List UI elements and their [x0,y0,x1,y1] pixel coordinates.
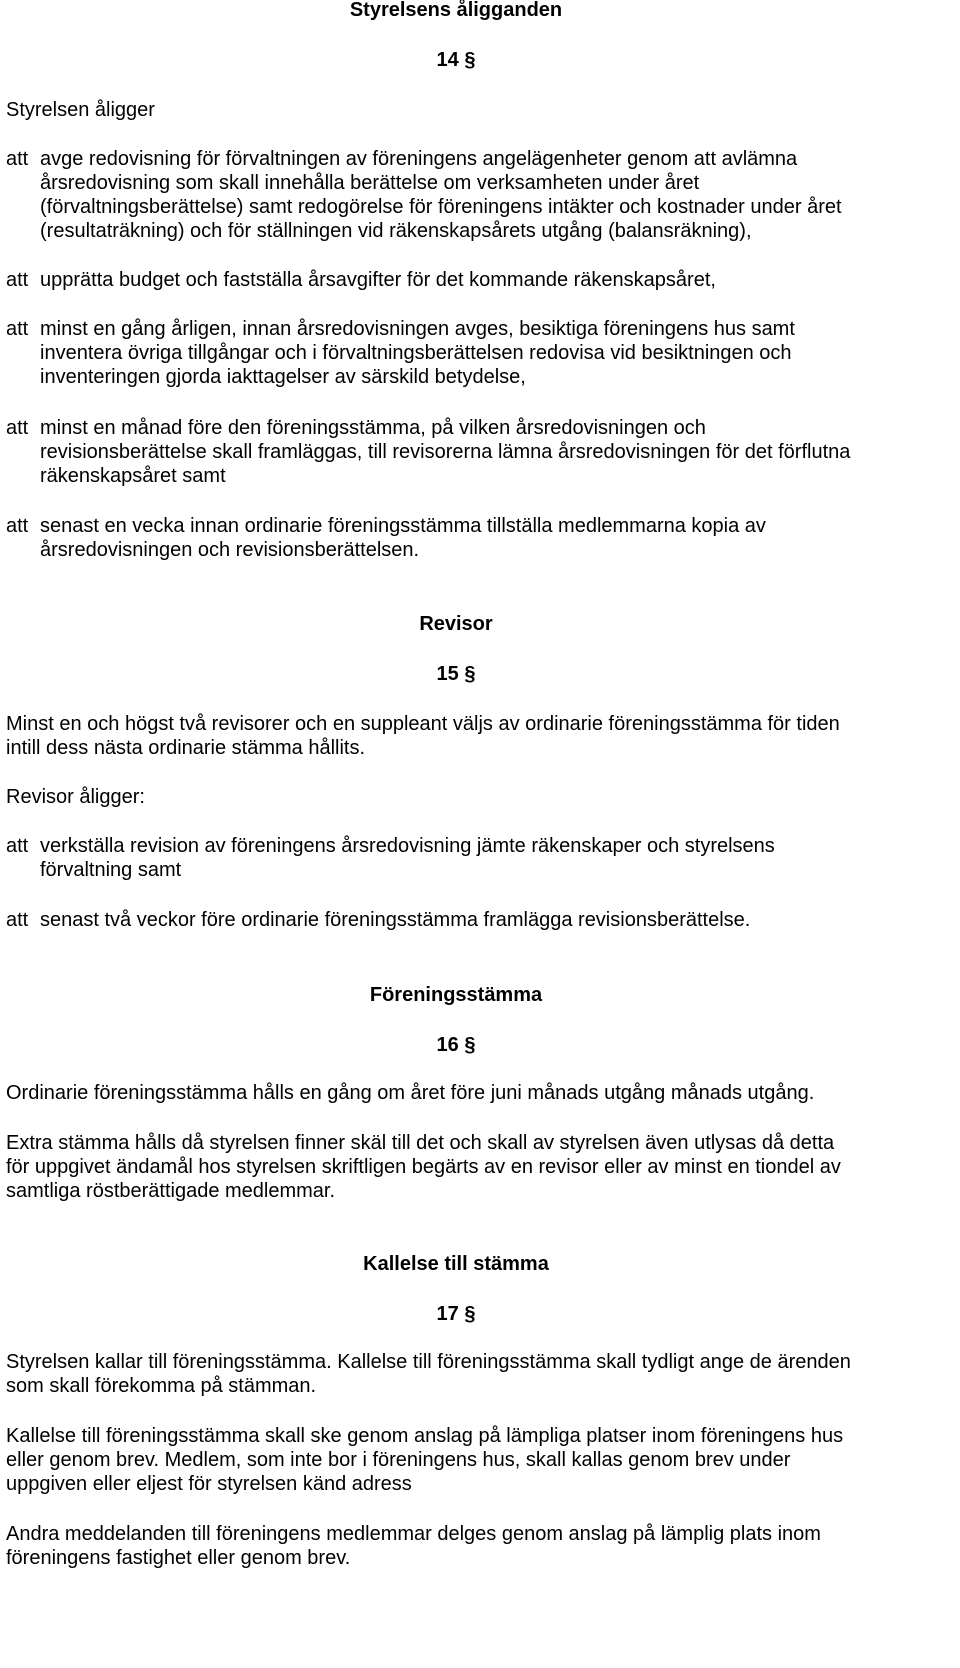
para-line: Kallelse till föreningsstämma skall ske genom anslag på lämpliga platser inom föreningens hus [6,1425,844,1447]
section-16-number: 16 § [436,1034,476,1056]
para-line: samtliga röstberättigade medlemmar. [6,1180,336,1202]
section-15-title: Revisor [419,613,493,635]
item-line: inventera övriga tillgångar och i förvaltningsberättelsen redovisa vid besiktningen och [40,342,792,364]
item-line: avge redovisning för förvaltningen av föreningens angelägenheter genom att avlämna [40,148,798,170]
section-17-para-1 [6,1350,851,1398]
para-line: Styrelsen kallar till föreningsstämma. Kallelse till föreningsstämma skall tydligt ange de ärenden [6,1351,851,1373]
section-15-number: 15 § [436,663,476,685]
section-16-para-1 [6,1081,814,1105]
item-line: (resultaträkning) och för ställningen vid räkenskapsårets utgång (balansräkning), [40,220,752,242]
att-prefix: att [6,515,29,537]
item-line: årsredovisning som skall innehålla berättelse om verksamheten under året [40,172,700,194]
att-prefix: att [6,909,29,931]
item-line: senast två veckor före ordinarie föreningsstämma framlägga revisionsberättelse. [40,909,751,931]
para-line: Andra meddelanden till föreningens medlemmar delges genom anslag på lämplig plats inom [6,1523,821,1545]
section-16-para-2 [6,1131,841,1203]
section-14-item-3 [6,317,910,389]
para-line: uppgiven eller eljest för styrelsen känd adress [6,1473,412,1495]
para-line: för uppgivet ändamål hos styrelsen skriftligen begärts av en revisor eller av minst en tiondel av [6,1156,841,1178]
para-line: eller genom brev. Medlem, som inte bor i föreningens hus, skall kallas genom brev under [6,1449,791,1471]
section-17-para-2 [6,1424,843,1496]
section-17-title: Kallelse till stämma [363,1253,549,1275]
item-line: minst en gång årligen, innan årsredovisningen avges, besiktiga föreningens hus samt [40,318,795,340]
att-prefix: att [6,318,29,340]
section-14-item-5 [6,514,910,562]
att-prefix: att [6,417,29,439]
item-line: inventeringen gjorda iakttagelser av särskild betydelse, [40,366,526,388]
section-15-item-2 [6,908,910,932]
section-14-number: 14 § [436,49,476,71]
para-line: Extra stämma hålls då styrelsen finner skäl till det och skall av styrelsen även utlysas då detta [6,1132,835,1154]
item-line: senast en vecka innan ordinarie föreningsstämma tillställa medlemmarna kopia av [40,515,766,537]
para-line: föreningens fastighet eller genom brev. [6,1547,351,1569]
item-line: räkenskapsåret samt [40,465,226,487]
section-14-item-2 [6,268,910,292]
para-line: Ordinarie föreningsstämma hålls en gång om året före juni månads utgång månads utgång. [6,1082,815,1104]
section-17-para-3 [6,1522,821,1570]
item-line: verkställa revision av föreningens årsredovisning jämte räkenskaper och styrelsens [40,835,775,857]
para-line: intill dess nästa ordinarie stämma hållits. [6,737,366,759]
item-line: minst en månad före den föreningsstämma, på vilken årsredovisningen och [40,417,706,439]
att-prefix: att [6,148,29,170]
section-15-intro: Revisor åligger: [6,786,145,808]
item-line: upprätta budget och fastställa årsavgifter för det kommande räkenskapsåret, [40,269,716,291]
section-15-para-1 [6,712,840,760]
att-prefix: att [6,835,29,857]
section-17-number: 17 § [436,1303,476,1325]
para-line: som skall förekomma på stämman. [6,1375,317,1397]
section-14-title: Styrelsens åligganden [349,0,563,21]
section-14-item-4 [6,416,910,488]
section-14-item-1 [6,147,910,243]
section-16-title: Föreningsstämma [369,984,543,1006]
item-line: revisionsberättelse skall framläggas, till revisorerna lämna årsredovisningen för det förflutna [40,441,851,463]
att-prefix: att [6,269,29,291]
item-line: förvaltning samt [40,859,182,881]
item-line: årsredovisningen och revisionsberättelsen. [40,539,420,561]
section-14-intro: Styrelsen åligger [6,99,155,121]
item-line: (förvaltningsberättelse) samt redogörelse för föreningens intäkter och kostnader under året [40,196,842,218]
para-line: Minst en och högst två revisorer och en suppleant väljs av ordinarie föreningsstämma för tiden [6,713,840,735]
section-15-item-1 [6,834,910,882]
